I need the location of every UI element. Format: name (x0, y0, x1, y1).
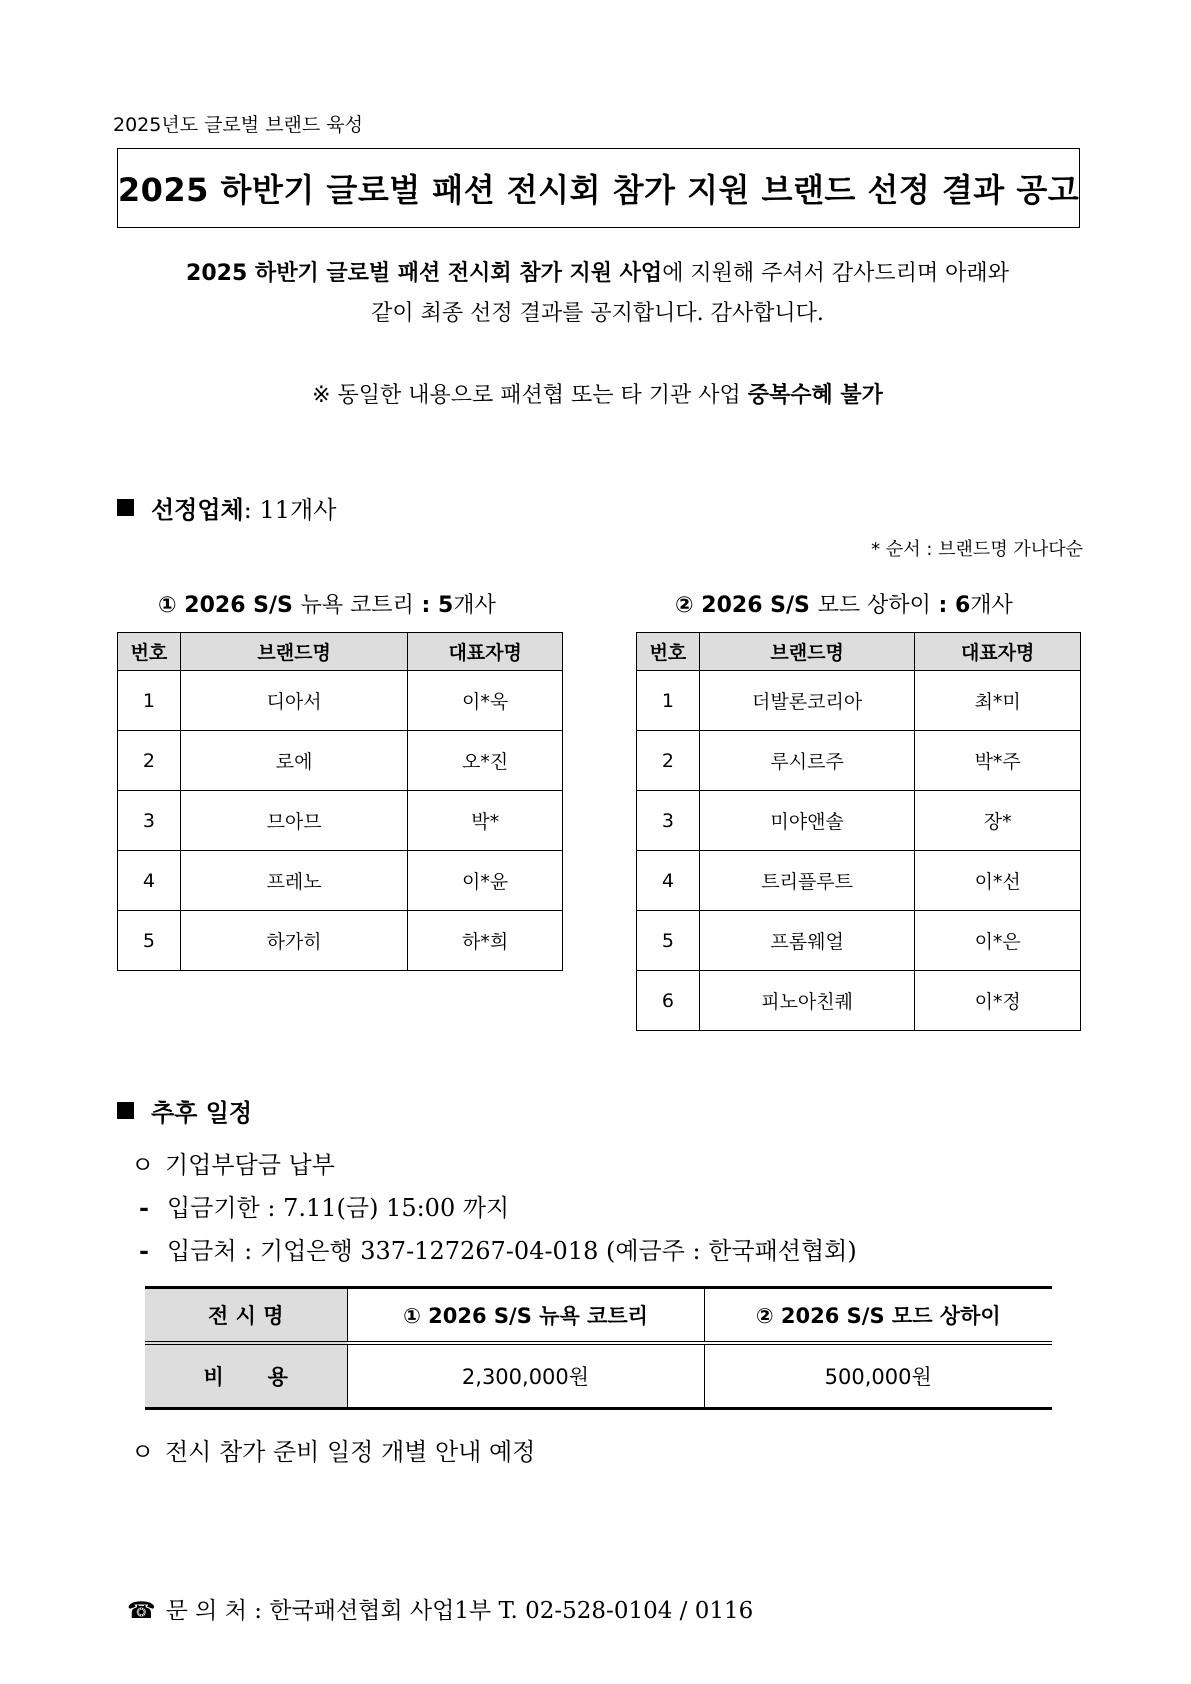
brand-name: 로에 (180, 731, 407, 791)
dash-bullet-icon: - (139, 1236, 149, 1265)
table-row (637, 671, 1081, 731)
brand-table-newyork (117, 632, 563, 971)
payment-deadline: 입금기한 : 7.11(금) 15:00 까지 (167, 1194, 510, 1222)
exhibition-label: 전 시 명 (145, 1288, 347, 1344)
representative-name: 장* (915, 791, 1081, 851)
representative-name: 이*정 (915, 971, 1081, 1031)
section-heading: 선정업체 (151, 496, 244, 524)
representative-name: 박*주 (915, 731, 1081, 791)
row-number: 6 (637, 971, 700, 1031)
exhibition-newyork: ① 2026 S/S 뉴욕 코트리 (347, 1288, 704, 1344)
row-number: 3 (637, 791, 700, 851)
dash-bullet-icon: - (139, 1193, 149, 1222)
intro-line-2: 같이 최종 선정 결과를 공지합니다. 감사합니다. (371, 301, 824, 326)
brand-name: 더발론코리아 (699, 671, 914, 731)
brand-name: 디아서 (180, 671, 407, 731)
group-title-newyork (158, 588, 496, 619)
section-heading: 추후 일정 (151, 1099, 253, 1127)
duplicate-benefit-notice (110, 378, 1085, 409)
cost-shanghai: 500,000원 (824, 1365, 932, 1389)
contact-text: 문 의 처 : 한국패션협회 사업1부 T. 02-528-0104 / 0116 (165, 1598, 754, 1624)
row-number: 1 (118, 671, 181, 731)
square-bullet-icon (117, 499, 134, 516)
table-header-row (145, 1288, 1052, 1344)
column-header: 대표자명 (408, 633, 563, 671)
group-title-name: 모드 상하이 (817, 593, 931, 618)
group-count: : 6 (930, 593, 971, 618)
document-category: 2025년도 글로벌 브랜드 육성 (113, 114, 364, 136)
section-schedule (117, 1093, 252, 1128)
brand-name: 프레노 (180, 851, 407, 911)
group-title-prefix: ① 2026 S/S (158, 593, 301, 618)
table-row (637, 971, 1081, 1031)
table-row (118, 671, 563, 731)
fee-table (145, 1286, 1052, 1410)
table-row (637, 731, 1081, 791)
page-title: 2025 하반기 글로벌 패션 전시회 참가 지원 브랜드 선정 결과 공고 (117, 171, 1080, 209)
table-row (637, 791, 1081, 851)
representative-name: 오*진 (408, 731, 563, 791)
brand-name: 프롬웨얼 (699, 911, 914, 971)
brand-name: 트리플루트 (699, 851, 914, 911)
row-number: 2 (118, 731, 181, 791)
intro-line-1 (110, 254, 1085, 294)
group-title-name: 뉴욕 코트리 (300, 593, 414, 618)
brand-table-shanghai (636, 632, 1081, 1031)
schedule-item (131, 1145, 335, 1180)
schedule-item (139, 1231, 857, 1266)
column-header: 브랜드명 (699, 633, 914, 671)
representative-name: 최*미 (915, 671, 1081, 731)
table-row (118, 851, 563, 911)
table-row (118, 791, 563, 851)
group-count: : 5 (413, 593, 454, 618)
schedule-item (131, 1432, 535, 1467)
cost-newyork: 2,300,000원 (347, 1343, 704, 1409)
representative-name: 이*은 (915, 911, 1081, 971)
group-count-unit: 개사 (453, 593, 496, 618)
row-number: 5 (637, 911, 700, 971)
brand-name: 피노아친퀘 (699, 971, 914, 1031)
notice-prefix: ※ 동일한 내용으로 패션협 또는 타 기관 사업 (312, 383, 748, 408)
cost-label: 비 용 (145, 1343, 347, 1409)
representative-name: 하*희 (408, 911, 563, 971)
representative-name: 이*욱 (408, 671, 563, 731)
representative-name: 박* (408, 791, 563, 851)
column-header: 번호 (637, 633, 700, 671)
schedule-item-text: 기업부담금 납부 (165, 1151, 335, 1179)
table-row (637, 911, 1081, 971)
intro-paragraph (110, 254, 1085, 334)
group-count-unit: 개사 (970, 593, 1013, 618)
table-row (637, 851, 1081, 911)
row-number: 1 (637, 671, 700, 731)
schedule-item-text: 전시 참가 준비 일정 개별 안내 예정 (165, 1438, 536, 1466)
intro-rest: 에 지원해 주셔서 감사드리며 아래와 (662, 261, 1009, 286)
table-header-row (118, 633, 563, 671)
representative-name: 이*윤 (408, 851, 563, 911)
intro-bold: 2025 하반기 글로벌 패션 전시회 참가 지원 사업 (186, 261, 663, 286)
circle-bullet-icon: ㅇ (131, 1151, 155, 1179)
row-number: 4 (637, 851, 700, 911)
notice-bold: 중복수혜 불가 (747, 383, 883, 408)
row-number: 5 (118, 911, 181, 971)
group-title-prefix: ② 2026 S/S (675, 593, 818, 618)
exhibition-shanghai: ② 2026 S/S 모드 상하이 (704, 1288, 1052, 1344)
brand-name: 하가히 (180, 911, 407, 971)
selected-count: : 11개사 (243, 496, 337, 524)
brand-name: 루시르주 (699, 731, 914, 791)
column-header: 대표자명 (915, 633, 1081, 671)
table-header-row (637, 633, 1081, 671)
column-header: 번호 (118, 633, 181, 671)
phone-icon: ☎ (127, 1598, 156, 1624)
column-header: 브랜드명 (180, 633, 407, 671)
row-number: 2 (637, 731, 700, 791)
representative-name: 이*선 (915, 851, 1081, 911)
order-note: * 순서 : 브랜드명 가나다순 (871, 539, 1083, 560)
table-row (118, 911, 563, 971)
title-box (117, 148, 1080, 228)
group-title-shanghai (675, 588, 1013, 619)
circle-bullet-icon: ㅇ (131, 1438, 155, 1466)
payment-account: 입금처 : 기업은행 337-127267-04-018 (예금주 : 한국패션협회) (167, 1237, 857, 1265)
square-bullet-icon (117, 1102, 134, 1119)
contact-info (127, 1592, 753, 1625)
brand-name: 므아므 (180, 791, 407, 851)
schedule-item (139, 1188, 509, 1223)
row-number: 4 (118, 851, 181, 911)
brand-name: 미야앤솔 (699, 791, 914, 851)
table-row (145, 1343, 1052, 1409)
table-row (118, 731, 563, 791)
row-number: 3 (118, 791, 181, 851)
section-selected-companies (117, 490, 336, 525)
